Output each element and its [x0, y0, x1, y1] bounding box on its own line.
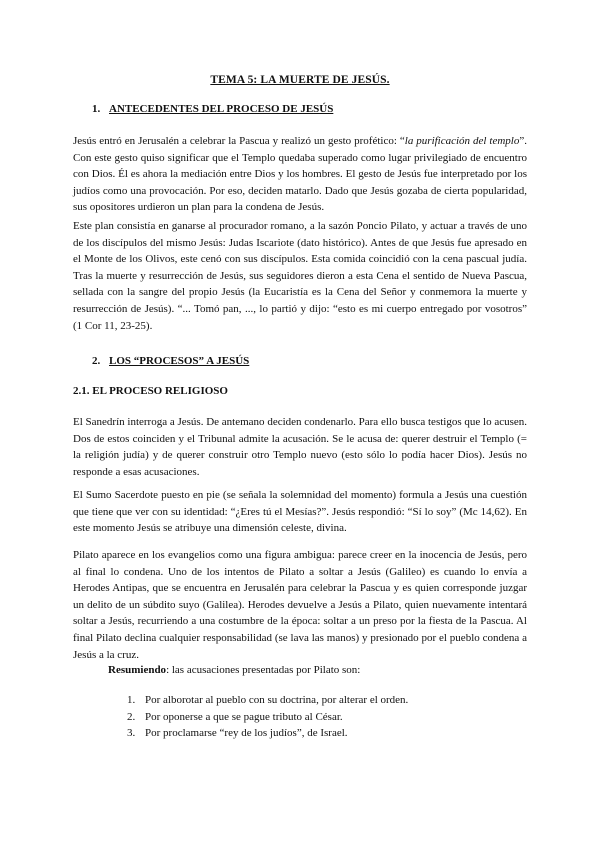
list-item — [108, 692, 408, 709]
list-item-number: 1. — [127, 694, 136, 706]
paragraph-5: Pilato aparece en los evangelios como una figura ambigua: parece creer en la inocencia de Jesús, pero al final lo condena. Uno de los intentos de Pilato a soltar a Jesús (Galileo) es cuando lo envía a Herodes Antipas, que se encuentra en Jerusalén para celebrar la Pascua y es quien corresponde juzgar un delito de un súbdito suyo (Galilea). Herodes devuelve a Jesús a Pilato, quien nuevamente intentará soltar a Jesús, recurriendo a una costumbre de la época: soltar a un preso por la fiesta de la Pascua. Al final Pilato declina cualquier responsabilidad (se lava las manos) y presionado por el pueblo condena a Jesús a la cruz. — [73, 549, 527, 661]
section-1-number: 1. — [92, 103, 101, 115]
summary-line — [108, 664, 360, 676]
summary-label: Resumiendo — [108, 664, 167, 676]
accusations-list — [108, 692, 408, 742]
summary-text: : las acusaciones presentadas por Pilato son: — [166, 664, 361, 676]
list-item-number: 2. — [127, 710, 136, 723]
paragraph-2: Este plan consistía en ganarse al procurador romano, a la sazón Poncio Pilato, y actuar a través de uno de los discípulos del mismo Jesús: Judas Iscariote (dato histórico). Antes de que Jesús fue apresado en el Monte de los Olivos, este cenó con sus discípulos. Esta comida coincidió con la cena pascual judía. Tras la muerte y resurrección de Jesús, sus seguidores dieron a esta Cena el sentido de Nueva Pascua, sellada con la sangre del propio Jesús (la Eucaristía es la Cena del Señor y conmemora la muerte y resurrección de Jesús). “... Tomó pan, ..., lo partió y dijo: “esto es mi cuerpo entregado por vosotros” (1 Cor 11, 23-25). — [73, 220, 527, 332]
document-title: TEMA 5: LA MUERTE DE JESÚS. — [210, 74, 390, 86]
section-2-title: LOS “PROCESOS” A JESÚS — [109, 355, 250, 367]
paragraph-1-italic: la purificación del templo — [404, 135, 520, 147]
list-item-text: Por oponerse a que se pague tributo al César. — [145, 710, 343, 723]
list-item-text: Por alborotar al pueblo con su doctrina, por alterar el orden. — [145, 694, 409, 706]
section-1-title: ANTECEDENTES DEL PROCESO DE JESÚS — [109, 103, 334, 115]
paragraph-4: El Sumo Sacerdote puesto en pie (se señala la solemnidad del momento) formula a Jesús una cuestión que tiene que ver con su identidad: “¿Eres tú el Mesías?”. Jesús respondió: “Sí lo soy” (Mc 14,62). En este momento Jesús se atribuye una dimensión celeste, divina. — [73, 489, 527, 535]
list-item-number: 3. — [127, 727, 136, 740]
paragraph-1 — [73, 133, 527, 216]
subsection-2-1-heading: 2.1. EL PROCESO RELIGIOSO — [73, 385, 228, 397]
paragraph-3: El Sanedrín interroga a Jesús. De antemano deciden condenarlo. Para ello busca testigos que lo acusen. Dos de estos coinciden y el Tribunal admite la acusación. Se le acusa de: querer destruir el Templo (= la religión judía) y de querer construir otro Templo nuevo (esto sólo lo podía hacer Dios). Jesús no responde a esas acusaciones. — [73, 416, 527, 478]
paragraph-1-part-a: Jesús entró en Jerusalén a celebrar la Pascua y realizó un gesto profético: “ — [73, 135, 405, 147]
list-item — [108, 725, 408, 742]
section-2-number: 2. — [92, 355, 101, 367]
list-item-text: Por proclamarse “rey de los judíos”, de Israel. — [145, 727, 348, 740]
list-item — [108, 709, 408, 726]
paragraph-1-part-b: ”. Con este gesto quiso significar que el Templo quedaba superado como lugar privilegiado de encuentro con Dios. Él es ahora la mediación entre Dios y los hombres. El gesto de Jesús fue interpretado por los judíos como una provocación. Por eso, deciden matarlo. Dado que Jesús gozaba de cierta popularidad, sus opositores urdieron un plan para la condena de Jesús. — [73, 135, 528, 214]
